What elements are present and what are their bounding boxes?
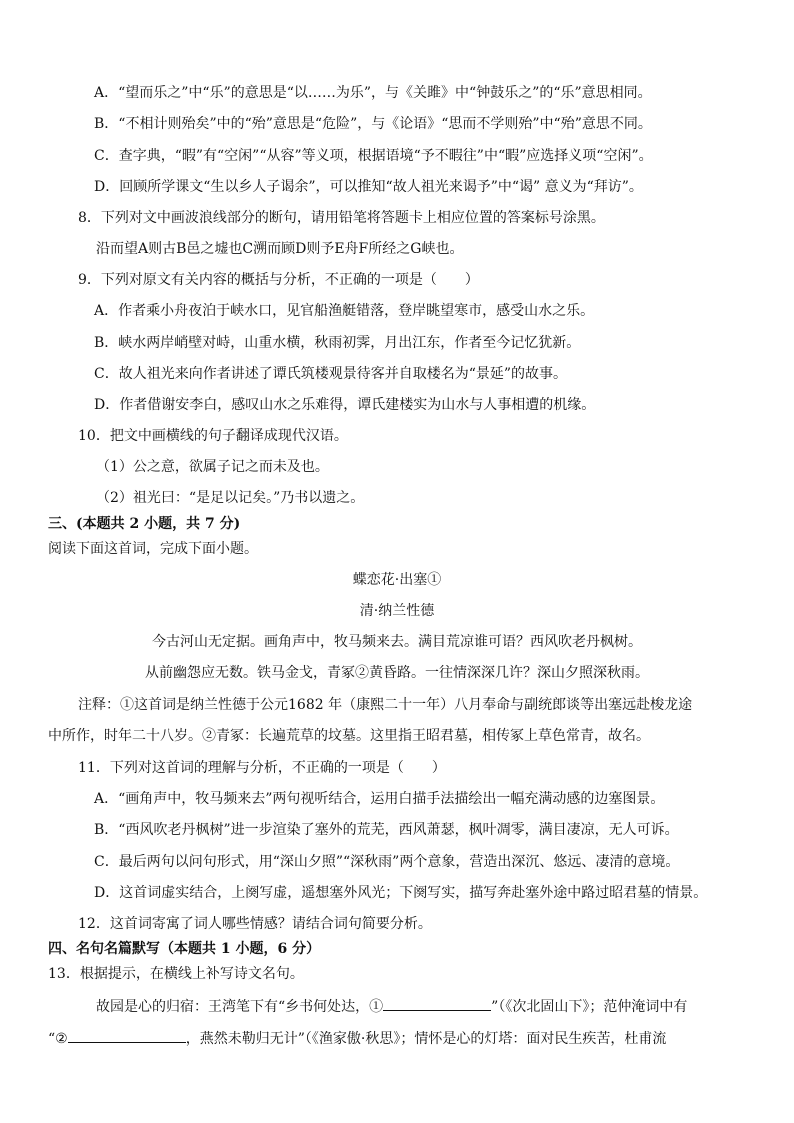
q9-option-b: B．峡水两岸峭壁对峙，山重水横，秋雨初霁，月出江东，作者至今记忆犹新。 [94,335,581,351]
q9-option-c: C．故人祖光来向作者讲述了谭氏筑楼观景待客并自取楼名为“景延”的故事。 [94,366,568,382]
section-4-heading: 四、名句名篇默写（本题共 1 小题，6 分） [48,941,321,957]
question-13: 13．根据提示，在横线上补写诗文名句。 [48,966,304,982]
question-10-part-1: （1）公之意，欲属子记之而未及也。 [96,459,329,475]
question-13-line-1 [96,995,687,1017]
q13-line-1-prefix: 故园是心的归宿：王湾笔下有“乡书何处达，① [96,999,384,1015]
q9-option-a: A．作者乘小舟夜泊于峡水口，见官船渔艇错落，登岸眺望寒市，感受山水之乐。 [94,303,595,319]
q7-option-d: D．回顾所学课文“生以乡人子谒余”，可以推知“故人祖光来谒予”中“谒” 意义为“拜访”。 [94,179,643,195]
q9-option-d: D．作者借谢安李白，感叹山水之乐难得，谭氏建楼实为山水与人事相遭的机缘。 [94,397,596,413]
question-9: 9．下列对原文有关内容的概括与分析，不正确的一项是（ ） [78,272,479,288]
question-8: 8．下列对文中画波浪线部分的断句，请用铅笔将答题卡上相应位置的答案标号涂黑。 [78,210,605,226]
poem-line-2: 从前幽怨应无数。铁马金戈，青冢②黄昏路。一往情深深几许？深山夕照深秋雨。 [145,665,649,681]
q11-option-c: C．最后两句以问句形式，用“深山夕照”“深秋雨”两个意象，营造出深沉、悠远、凄清的意境。 [94,854,680,870]
answer-blank-1[interactable] [383,995,491,1011]
section-3-intro: 阅读下面这首词，完成下面小题。 [48,541,258,557]
question-11: 11．下列对这首词的理解与分析，不正确的一项是（ ） [78,760,446,776]
poem-line-1: 今古河山无定据。画角声中，牧马频来去。满目荒凉谁可语？西风吹老丹枫树。 [152,634,642,650]
answer-blank-2[interactable] [68,1027,186,1043]
q11-option-d: D．这首词虚实结合，上阕写虚，遥想塞外风光；下阕写实，描写奔赴塞外途中路过昭君墓的情景。 [94,885,708,901]
poem-note-2: 中所作，时年二十八岁。②青冢：长遍荒草的坟墓。这里指王昭君墓，相传冢上草色常青，故名。 [48,728,650,744]
q13-line-1-suffix: ”（《次北固山下》；范仲淹词中有 [491,999,688,1015]
poem-title: 蝶恋花·出塞① [352,572,442,588]
question-10-part-2: （2）祖光曰：“是足以记矣。”乃书以遗之。 [96,490,365,506]
question-13-line-2 [48,1027,666,1049]
q7-option-a: A．“望而乐之”中“乐”的意思是“以……为乐”，与《关雎》中“钟鼓乐之”的“乐”意思相同。 [94,85,652,101]
poem-note-1: 注释：①这首词是纳兰性德于公元1682 年（康熙二十一年）八月奉命与副统郎谈等出塞远赴梭龙途 [78,697,693,713]
q7-option-b: B．“不相计则殆矣”中的“殆”意思是“危险”，与《论语》“思而不学则殆”中“殆”意思不同。 [94,116,652,132]
q7-option-c: C．查字典，“暇”有“空闲”“从容”等义项，根据语境“予不暇往”中“暇”应选择义项“空闲”。 [94,148,653,164]
question-12: 12．这首词寄寓了词人哪些情感？请结合词句简要分析。 [78,916,432,932]
q13-line-2-suffix: ，燕然未勒归无计”（《渔家傲·秋思》；情怀是心的灯塔：面对民生疾苦，杜甫流 [185,1031,667,1047]
question-8-text: 沿而望A则古B邑之墟也C溯而顾D则予E舟F所经之G峡也。 [96,241,464,257]
poem-author: 清·纳兰性德 [359,603,435,619]
section-3-heading: 三、(本题共 2 小题，共 7 分) [48,516,241,532]
q11-option-a: A．“画角声中，牧马频来去”两句视听结合，运用白描手法描绘出一幅充满动感的边塞图景。 [94,791,665,807]
question-10: 10．把文中画横线的句子翻译成现代汉语。 [78,428,348,444]
q13-line-2-prefix: “② [48,1031,68,1047]
q11-option-b: B．“西风吹老丹枫树”进一步渲染了塞外的荒芜，西风萧瑟，枫叶凋零，满目凄凉，无人可诉。 [94,822,679,838]
